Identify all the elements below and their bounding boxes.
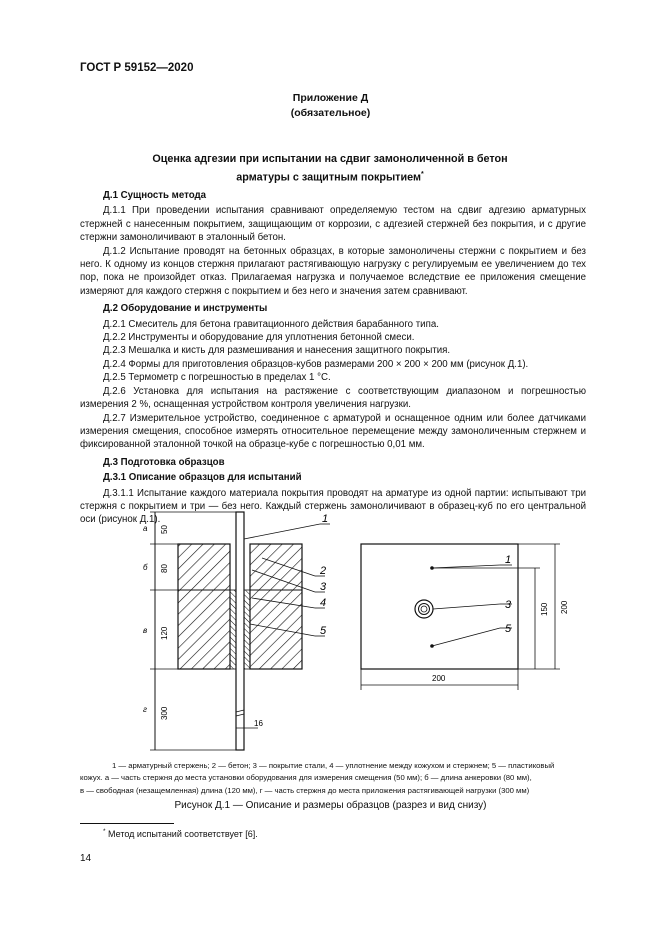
appendix-status: (обязательное) xyxy=(290,107,371,119)
legend-line: кожух. а — часть стержня до места установки оборудования для измерения смещения (50 мм); б — длина анкеровки (80 мм), xyxy=(80,773,532,783)
subsection-heading: Д.3.1 Описание образцов для испытаний xyxy=(103,472,302,484)
dim-value-50: 50 xyxy=(160,525,169,534)
figure-caption: Рисунок Д.1 — Описание и размеры образцов (разрез и вид снизу) xyxy=(174,800,487,811)
paragraph: Д.1.1 При проведении испытания сравнивают определяемую тестом на сдвиг адгезию арматурных стержней с нанесенным покрытием, защищающим от коррозии, с адгезией стержней без покрытия, и с другие стержни замоноличивают в эталонный бетон. xyxy=(80,205,586,244)
view-callout-1: 1 xyxy=(505,554,512,566)
footnote xyxy=(103,828,258,839)
bar-diameter: 16 xyxy=(254,719,263,728)
document-header: ГОСТ Р 59152—2020 xyxy=(80,62,194,74)
title-footnote-mark: * xyxy=(420,171,424,178)
paragraph: Д.2.7 Измерительное устройство, соединенное с арматурой и оснащенное одним или более датчиками измерения смещения, способное измерять относительное перемещение между замоноличенным стержнем и фиксированной эталонной точкой на образце-кубе с погрешностью 0,01 мм. xyxy=(80,412,586,451)
callout-2: 2 xyxy=(320,565,327,577)
paragraph: Д.2.1 Смеситель для бетона гравитационного действия барабанного типа. xyxy=(103,318,439,330)
dim-label-b: б xyxy=(143,563,148,572)
section-d3-heading: Д.3 Подготовка образцов xyxy=(103,456,225,468)
view-callout-3: 3 xyxy=(505,599,512,611)
callout-3: 3 xyxy=(320,581,327,593)
paragraph: Д.2.2 Инструменты и оборудование для уплотнения бетонной смеси. xyxy=(103,332,415,344)
footnote-mark: * xyxy=(103,828,106,835)
callout-5: 5 xyxy=(320,625,327,637)
title-line-1: Оценка адгезии при испытании на сдвиг замоноличенной в бетон xyxy=(152,153,508,165)
bottom-view xyxy=(361,544,569,690)
footnote-text: Метод испытаний соответствует [6]. xyxy=(108,829,258,839)
callout-4: 4 xyxy=(320,597,327,609)
paragraph: Д.2.3 Мешалка и кисть для размешивания и нанесения защитного покрытия. xyxy=(103,345,451,357)
dim-label-g: г xyxy=(143,705,147,714)
section-view xyxy=(143,512,330,750)
paragraph: Д.2.6 Установка для испытания на растяжение с соответствующим диапазоном и погрешностью измерения 2 %, оснащенная устройством контроля увеличения нагрузки. xyxy=(80,385,586,411)
figure-legend xyxy=(80,760,586,797)
dim-value-120: 120 xyxy=(160,626,169,640)
callout-1: 1 xyxy=(322,513,329,525)
dim-label-a: а xyxy=(143,524,148,533)
title-line-2: арматуры с защитным покрытием xyxy=(236,171,421,184)
dim-value-80: 80 xyxy=(160,564,169,573)
legend-line: 1 — арматурный стержень; 2 — бетон; 3 — покрытие стали, 4 — уплотнение между кожухом и стержнем; 5 — пластиковый xyxy=(112,761,555,770)
paragraph: Д.1.2 Испытание проводят на бетонных образцах, в которые замоноличены стержни с покрытием и без него. К одному из концов стержня прилагают растягивающую нагрузку с регулируемым ее увеличением до тех пор, пока не произойдет отказ. Прилагаемая нагрузка и получаемое вследствие ее приложения смещение измеряют для каждого стержня с покрытием и без него и значения затем сравнивают. xyxy=(80,245,586,297)
section-d1-heading: Д.1 Сущность метода xyxy=(103,190,207,201)
paragraph: Д.2.5 Термометр с погрешностью в пределах 1 °С. xyxy=(103,372,331,384)
view-callout-5: 5 xyxy=(505,623,512,635)
footnote-divider xyxy=(80,823,174,824)
section-d2-heading: Д.2 Оборудование и инструменты xyxy=(103,303,268,315)
dim-height-200: 200 xyxy=(560,600,569,614)
appendix-label: Приложение Д xyxy=(292,92,369,104)
legend-line: в — свободная (незащемленная) длина (120 мм), г — часть стержня до места приложения растягивающей нагрузки (300 мм) xyxy=(80,785,530,795)
dim-offset-150: 150 xyxy=(540,602,549,616)
paragraph: Д.2.4 Формы для приготовления образцов-кубов размерами 200 × 200 × 200 мм (рисунок Д.1). xyxy=(103,358,529,370)
dim-value-300: 300 xyxy=(160,706,169,720)
dim-label-v: в xyxy=(143,626,148,635)
paragraph: Д.3.1.1 Испытание каждого материала покрытия проводят на арматуре из одной партии: испытывают три стержня с покрытием и три — без него. Каждый стержень замоноличивают в образец-куб по его центральной оси (рисунок Д.1). xyxy=(80,487,586,526)
page-number: 14 xyxy=(80,853,92,864)
dim-width-200: 200 xyxy=(432,674,446,683)
